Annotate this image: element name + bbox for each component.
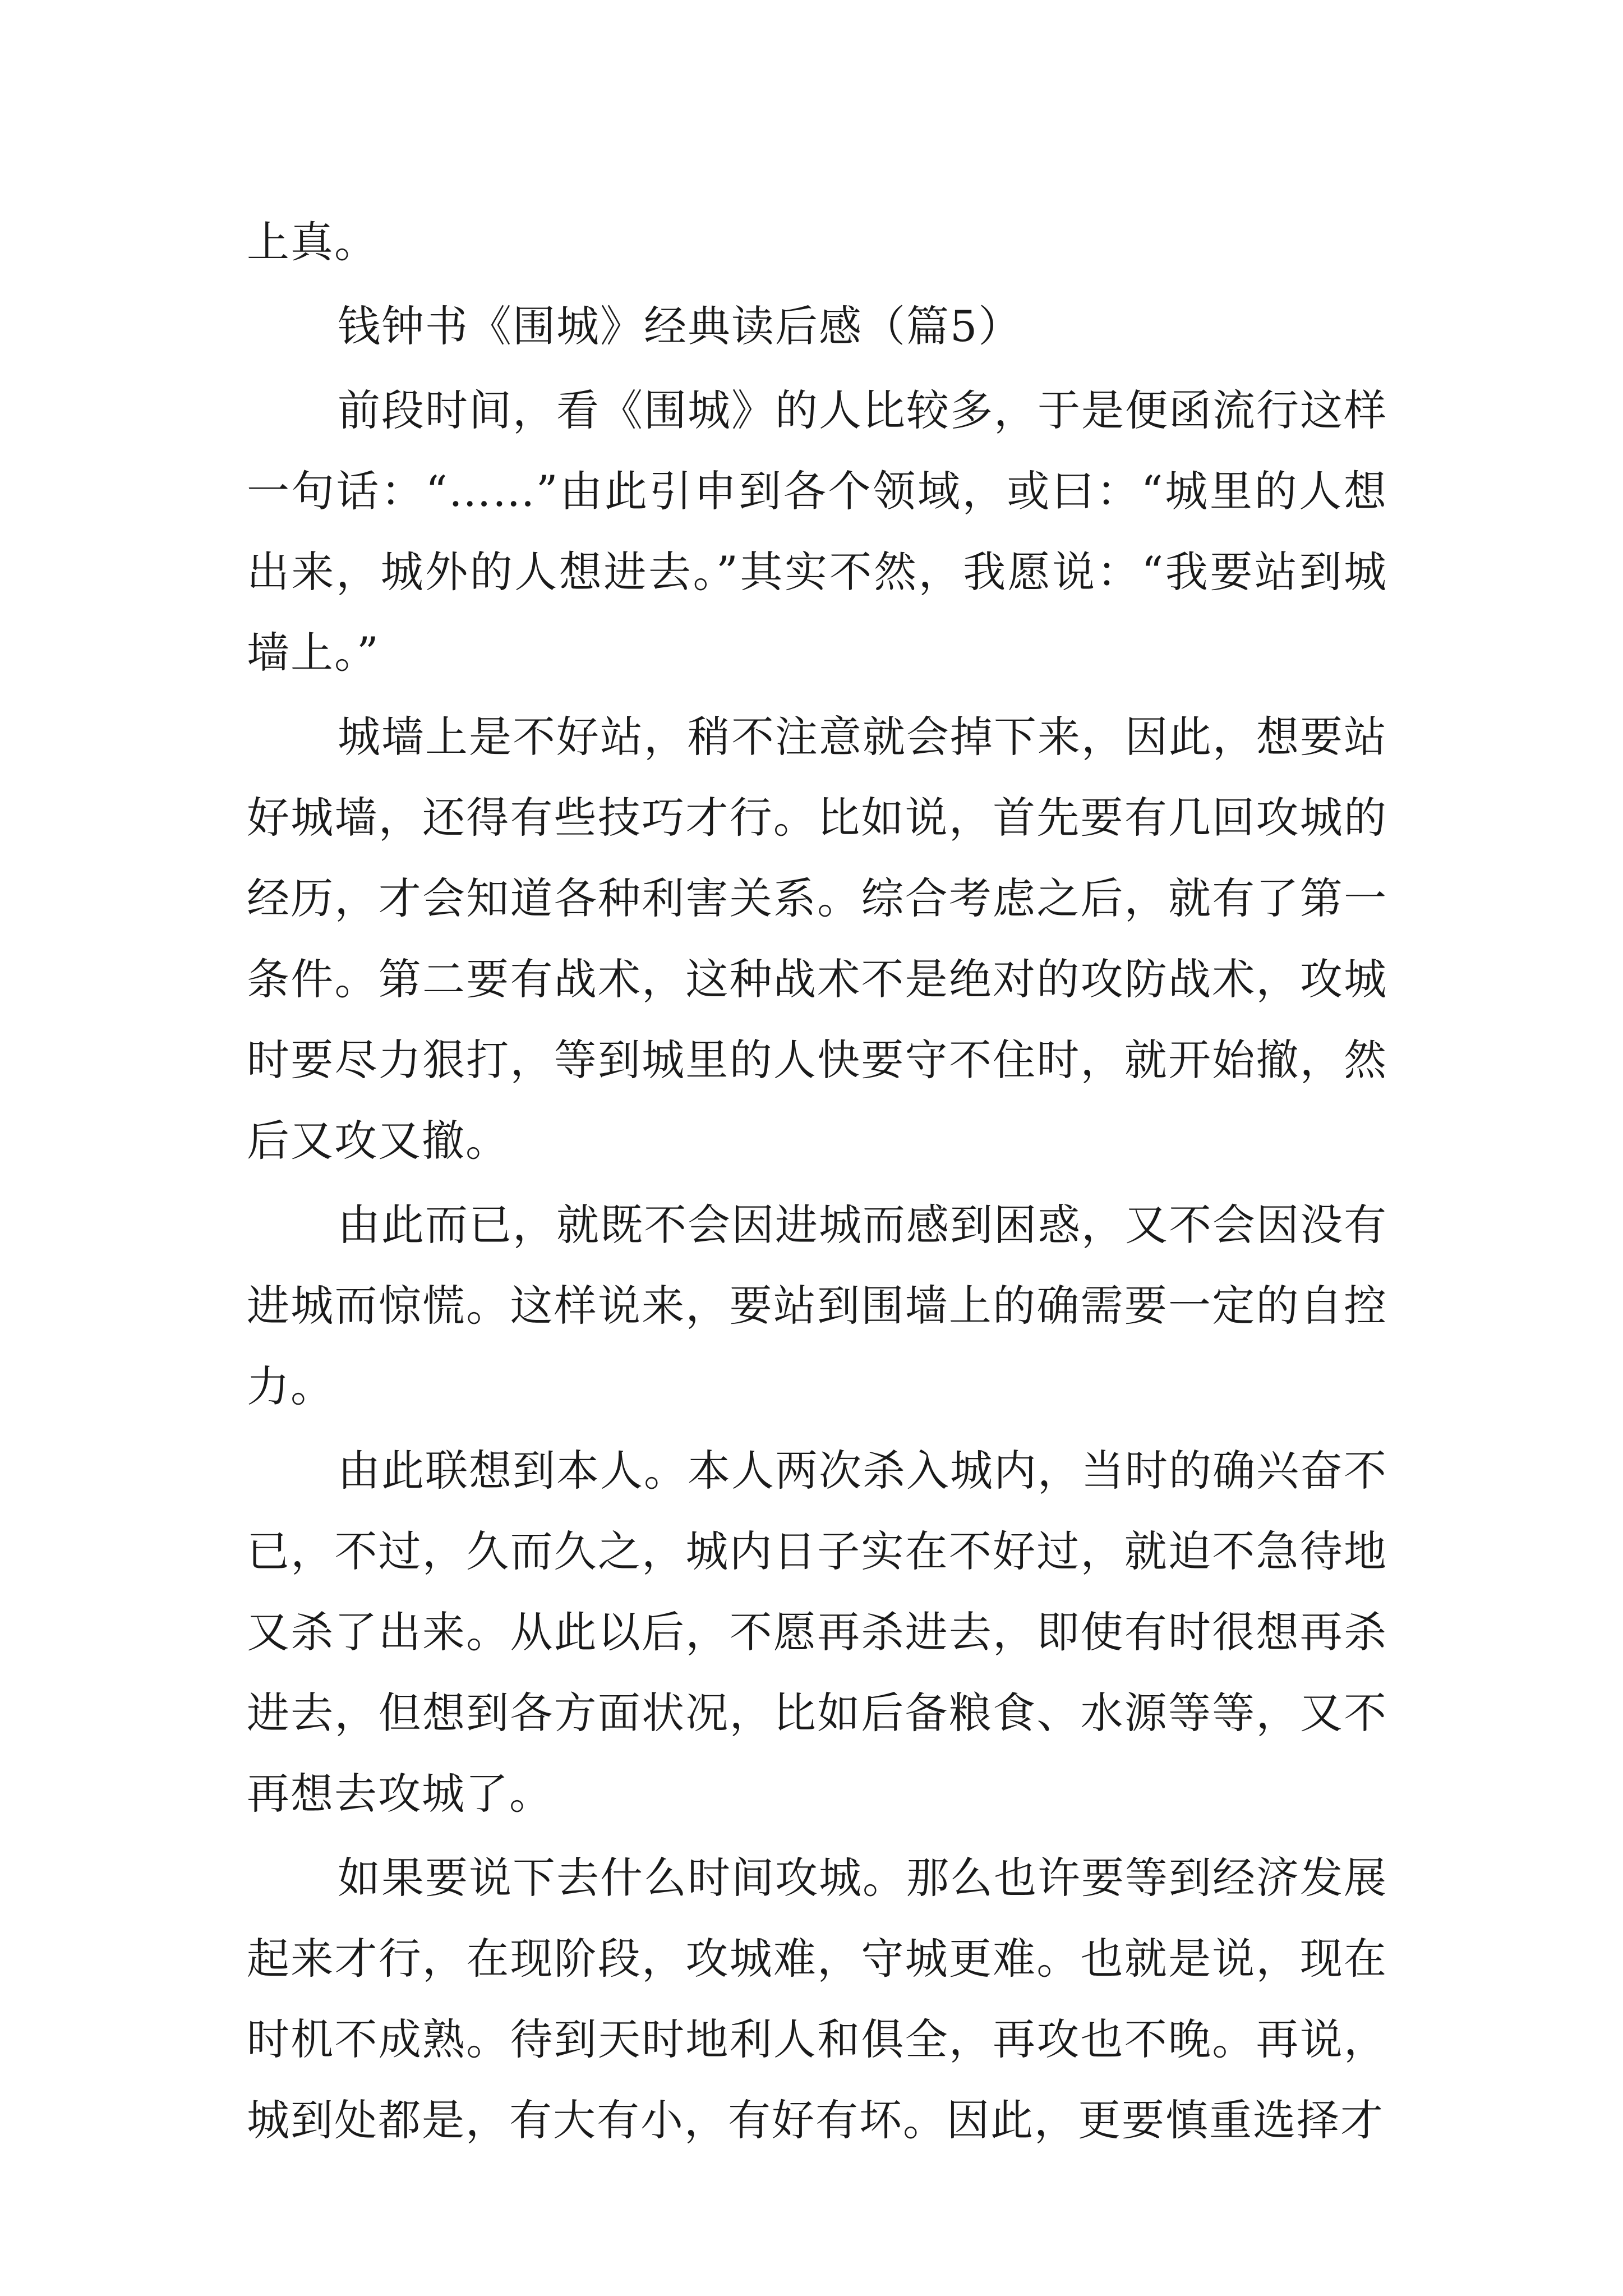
paragraph-fragment: 上真。 — [247, 217, 378, 267]
section-heading: 钱钟书《围城》经典读后感（篇5） — [338, 301, 1022, 351]
paragraph-4: 由此联想到本人。本人两次杀入城内，当时的确兴奋不已，不过，久而久之，城内日子实在不好过，就迫不急待地又杀了出来。从此以后，不愿再杀进去，即使有时很想再杀进去，但想到各方面状况，比如后备粮食、水源等等，又不再想去攻城了。 — [247, 1446, 1387, 1819]
paragraph-5: 如果要说下去什么时间攻城。那么也许要等到经济发展起来才行，在现阶段，攻城难，守城更难。也就是说，现在时机不成熟。待到天时地利人和俱全，再攻也不晚。再说，城到处都是，有大有小，有好有坏。因此，更要慎重选择才 — [247, 1853, 1387, 2145]
paragraph-1: 前段时间，看《围城》的人比较多，于是便函流行这样一句话：“……”由此引申到各个领域，或曰：“城里的人想出来，城外的人想进去。”其实不然，我愿说：“我要站到城墙上。” — [247, 385, 1387, 678]
paragraph-2: 城墙上是不好站，稍不注意就会掉下来，因此，想要站好城墙，还得有些技巧才行。比如说，首先要有几回攻城的经历，才会知道各种利害关系。综合考虑之后，就有了第一条件。第二要有战术，这种战术不是绝对的攻防战术，攻城时要尽力狠打，等到城里的人快要守不住时，就开始撤，然后又攻又撤。 — [247, 712, 1387, 1166]
document-body — [247, 202, 1387, 2164]
paragraph-3: 由此而已，就既不会因进城而感到困惑，又不会因没有进城而惊慌。这样说来，要站到围墙上的确需要一定的自控力。 — [247, 1200, 1387, 1411]
